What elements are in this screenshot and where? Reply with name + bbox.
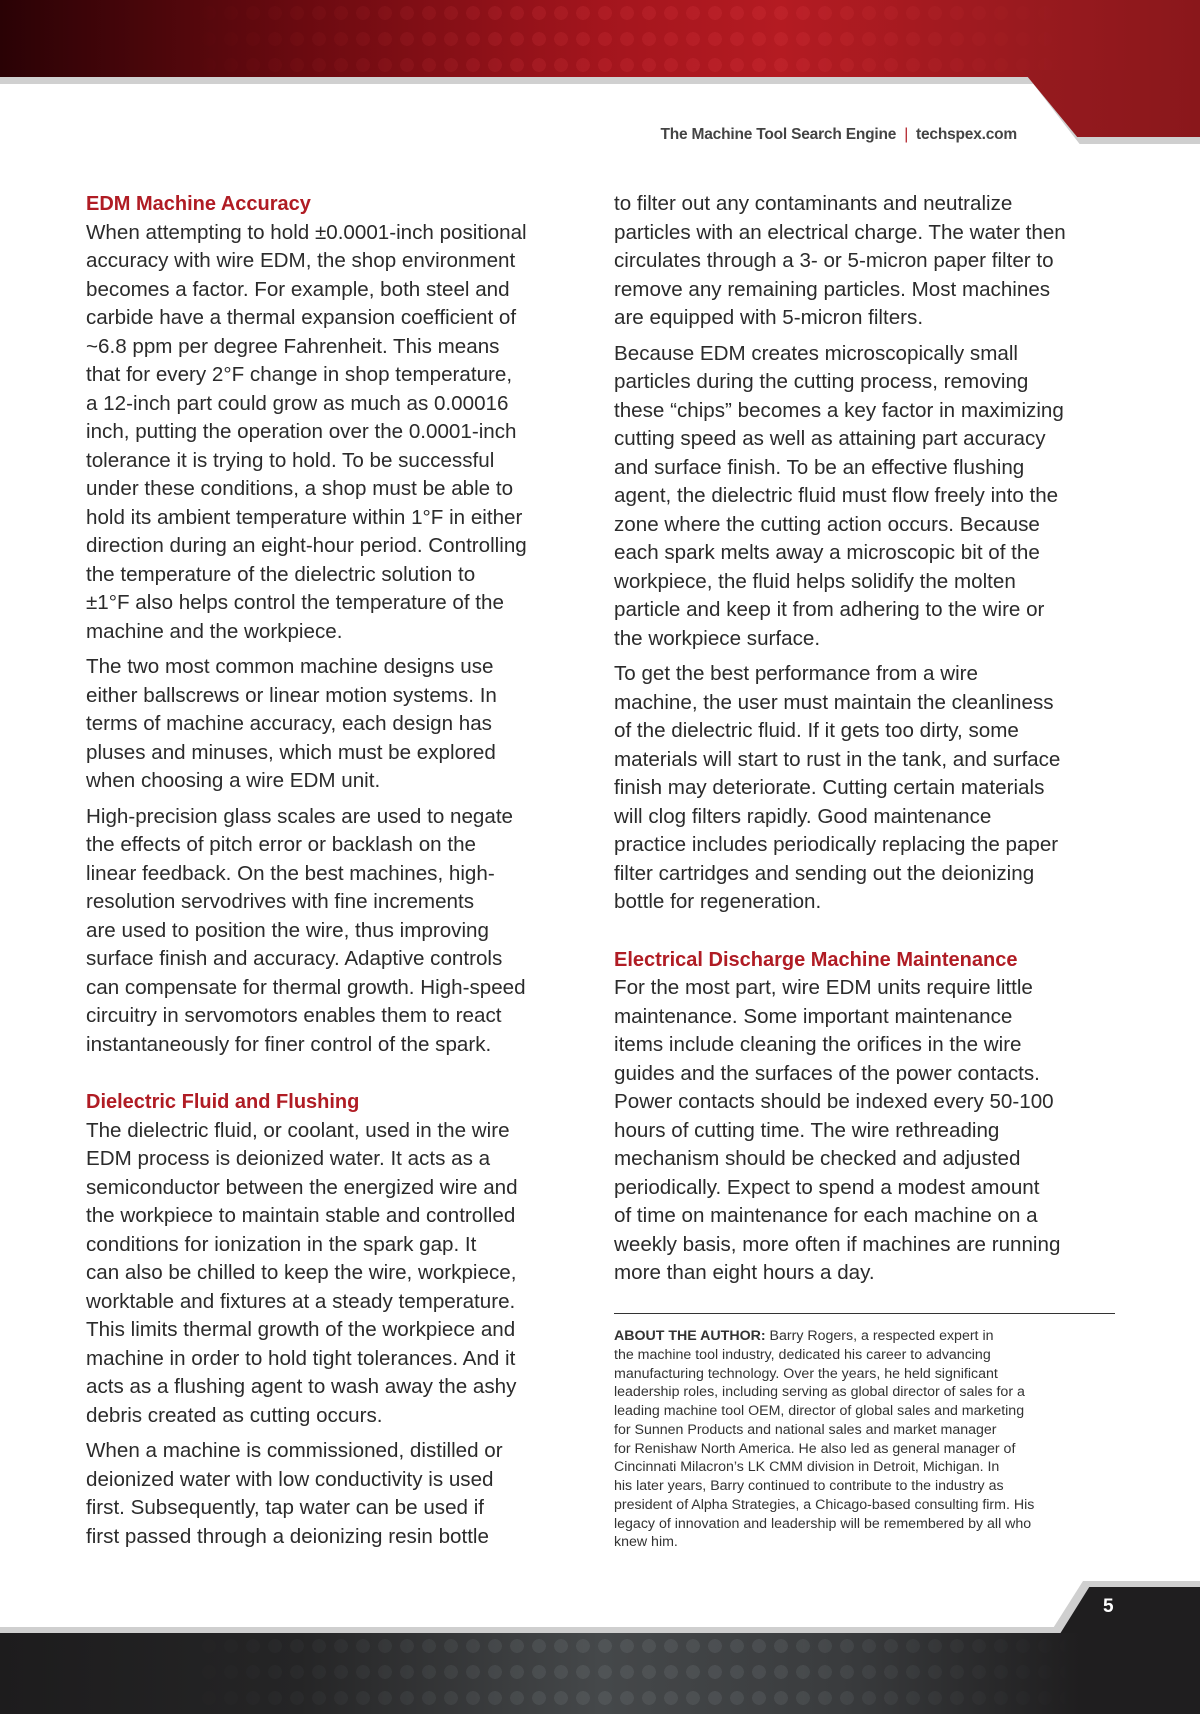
section-heading: Electrical Discharge Machine Maintenance <box>614 948 1018 971</box>
text-line: either ballscrews or linear motion systems. In <box>86 683 497 707</box>
text-line: Power contacts should be indexed every 50-100 <box>614 1090 1054 1113</box>
left-column <box>86 190 596 1558</box>
text-line: particles during the cutting process, removing <box>614 370 1029 393</box>
text-line: becomes a factor. For example, both steel and <box>86 277 510 301</box>
author-line: the machine tool industry, dedicated his career to advancing <box>614 1346 991 1363</box>
text-line: bottle for regeneration. <box>614 890 822 913</box>
text-line: accuracy with wire EDM, the shop environment <box>86 249 516 272</box>
text-line: are equipped with 5-micron filters. <box>614 306 924 329</box>
header-stripe <box>0 77 1040 84</box>
author-line: Cincinnati Milacron’s LK CMM division in Detroit, Michigan. In <box>614 1459 1000 1476</box>
text-line: terms of machine accuracy, each design has <box>86 712 492 735</box>
text-line: the workpiece to maintain stable and controlled <box>86 1204 516 1227</box>
paragraph <box>614 340 1124 654</box>
author-line: for Sunnen Products and national sales and market manager <box>614 1421 997 1438</box>
text-line: carbide have a thermal expansion coefficient of <box>86 306 517 329</box>
text-line: circulates through a 3- or 5-micron paper filter to <box>614 249 1054 272</box>
text-line: under these conditions, a shop must be able to <box>86 477 514 500</box>
site-link[interactable]: techspex.com <box>916 126 1017 143</box>
text-line: when choosing a wire EDM unit. <box>86 769 381 792</box>
author-label: ABOUT THE AUTHOR: <box>614 1328 766 1344</box>
text-line: workpiece, the fluid helps solidify the molten <box>614 569 1016 593</box>
text-line: zone where the cutting action occurs. Because <box>614 512 1040 536</box>
text-line: inch, putting the operation over the 0.0001-inch <box>86 420 517 443</box>
paragraph <box>614 190 1124 333</box>
header-tagline <box>660 126 1017 144</box>
author-line: president of Alpha Strategies, a Chicago-based consulting firm. His <box>614 1496 1035 1513</box>
text-line: acts as a flushing agent to wash away the ashy <box>86 1375 517 1398</box>
text-line: mechanism should be checked and adjusted <box>614 1147 1021 1170</box>
text-line: practice includes periodically replacing the paper <box>614 833 1059 856</box>
text-line: particles with an electrical charge. The water then <box>614 220 1066 244</box>
section-heading: EDM Machine Accuracy <box>86 193 311 215</box>
text-line: that for every 2°F change in shop temperature, <box>86 363 513 386</box>
text-line: The two most common machine designs use <box>86 655 494 678</box>
author-line: legacy of innovation and leadership will be remembered by all who <box>614 1515 1032 1532</box>
text-line: ±1°F also helps control the temperature of the <box>86 591 504 614</box>
text-line: remove any remaining particles. Most machines <box>614 277 1051 301</box>
text-line: more than eight hours a day. <box>614 1261 875 1284</box>
text-line: This limits thermal growth of the workpiece and <box>86 1318 516 1341</box>
hex-pattern <box>0 1633 1200 1714</box>
text-line: When a machine is commissioned, distilled or <box>86 1439 503 1462</box>
text-line: linear feedback. On the best machines, high- <box>86 861 495 885</box>
text-line: these “chips” becomes a key factor in maximizing <box>614 398 1064 422</box>
text-line: the temperature of the dielectric solution to <box>86 562 476 586</box>
paragraph <box>614 974 1124 1288</box>
text-line: and surface finish. To be an effective flushing <box>614 455 1025 479</box>
paragraph <box>86 1437 596 1551</box>
text-line: tolerance it is trying to hold. To be successful <box>86 448 495 472</box>
text-line: To get the best performance from a wire <box>614 662 978 685</box>
text-line: the effects of pitch error or backlash on the <box>86 833 476 856</box>
text-line: machine, the user must maintain the cleanliness <box>614 690 1054 714</box>
text-line: conditions for ionization in the spark gap. It <box>86 1232 477 1256</box>
text-line: circuitry in servomotors enables them to react <box>86 1004 502 1027</box>
text-line: debris created as cutting occurs. <box>86 1403 383 1427</box>
tagline-separator: | <box>904 126 909 143</box>
text-line: agent, the dielectric fluid must flow freely into the <box>614 484 1059 507</box>
text-line: machine and the workpiece. <box>86 619 343 643</box>
text-line: are used to position the wire, thus improving <box>86 918 489 942</box>
text-line: periodically. Expect to spend a modest amount <box>614 1175 1040 1199</box>
text-line: of the dielectric fluid. If it gets too dirty, some <box>614 719 1019 742</box>
text-line: maintenance. Some important maintenance <box>614 1004 1013 1028</box>
section-heading: Dielectric Fluid and Flushing <box>86 1091 360 1113</box>
text-line: ~6.8 ppm per degree Fahrenheit. This means <box>86 334 500 358</box>
author-line: manufacturing technology. Over the years, he held significant <box>614 1365 998 1382</box>
text-line: each spark melts away a microscopic bit of the <box>614 541 1040 564</box>
paragraph <box>86 1117 596 1431</box>
text-line: can compensate for thermal growth. High-speed <box>86 975 526 999</box>
paragraph <box>614 660 1124 917</box>
text-line: High-precision glass scales are used to negate <box>86 804 513 828</box>
text-line: can also be chilled to keep the wire, workpiece, <box>86 1261 517 1284</box>
header-banner <box>0 0 1200 77</box>
text-line: materials will start to rust in the tank, and surface <box>614 747 1061 771</box>
about-the-author <box>614 1327 1034 1552</box>
text-line: to filter out any contaminants and neutralize <box>614 192 1013 215</box>
text-line: deionized water with low conductivity is used <box>86 1467 494 1491</box>
text-line: hold its ambient temperature within 1°F in either <box>86 505 523 529</box>
paragraph <box>86 653 596 796</box>
paragraph <box>86 219 596 647</box>
paragraph <box>86 803 596 1060</box>
author-line: for Renishaw North America. He also led as general manager of <box>614 1440 1016 1457</box>
text-line: first passed through a deionizing resin bottle <box>86 1524 489 1548</box>
text-line: The dielectric fluid, or coolant, used in the wire <box>86 1118 510 1142</box>
text-line: worktable and fixtures at a steady temperature. <box>86 1289 516 1313</box>
author-line: leading machine tool OEM, director of global sales and marketing <box>614 1403 1025 1419</box>
text-line: When attempting to hold ±0.0001-inch positional <box>86 220 527 244</box>
text-line: the workpiece surface. <box>614 626 821 650</box>
text-line: items include cleaning the orifices in the wire <box>614 1033 1022 1056</box>
text-line: For the most part, wire EDM units require little <box>614 976 1033 999</box>
author-line: his later years, Barry continued to contribute to the industry as <box>614 1478 1004 1494</box>
text-line: cutting speed as well as attaining part accuracy <box>614 427 1046 450</box>
author-line: leadership roles, including serving as global director of sales for a <box>614 1384 1025 1401</box>
text-line: a 12-inch part could grow as much as 0.00016 <box>86 391 509 415</box>
text-line: EDM process is deionized water. It acts as a <box>86 1147 491 1170</box>
text-line: of time on maintenance for each machine on a <box>614 1204 1038 1227</box>
text-line: first. Subsequently, tap water can be used if <box>86 1496 484 1519</box>
author-first-line: Barry Rogers, a respected expert in <box>765 1328 994 1344</box>
text-line: instantaneously for finer control of the spark. <box>86 1032 492 1056</box>
hex-pattern <box>0 0 1200 77</box>
page-number: 5 <box>1103 1596 1114 1617</box>
right-column <box>614 190 1124 1295</box>
text-line: weekly basis, more often if machines are running <box>614 1232 1061 1256</box>
text-line: hours of cutting time. The wire rethreading <box>614 1118 1000 1142</box>
text-line: machine in order to hold tight tolerances. And it <box>86 1346 516 1370</box>
footer-banner <box>0 1633 1200 1714</box>
text-line: semiconductor between the energized wire and <box>86 1175 518 1199</box>
text-line: filter cartridges and sending out the deionizing <box>614 861 1035 885</box>
text-line: resolution servodrives with fine increments <box>86 890 475 913</box>
text-line: finish may deteriorate. Cutting certain materials <box>614 776 1045 799</box>
text-line: will clog filters rapidly. Good maintenance <box>614 804 992 828</box>
text-line: particle and keep it from adhering to the wire or <box>614 598 1045 621</box>
tagline-text: The Machine Tool Search Engine <box>660 126 897 143</box>
text-line: direction during an eight-hour period. Controlling <box>86 534 527 557</box>
text-line: pluses and minuses, which must be explored <box>86 740 496 764</box>
text-line: Because EDM creates microscopically small <box>614 341 1018 365</box>
text-line: surface finish and accuracy. Adaptive controls <box>86 947 503 970</box>
author-divider <box>614 1313 1115 1314</box>
text-line: guides and the surfaces of the power contacts. <box>614 1061 1040 1085</box>
author-line: knew him. <box>614 1534 678 1551</box>
